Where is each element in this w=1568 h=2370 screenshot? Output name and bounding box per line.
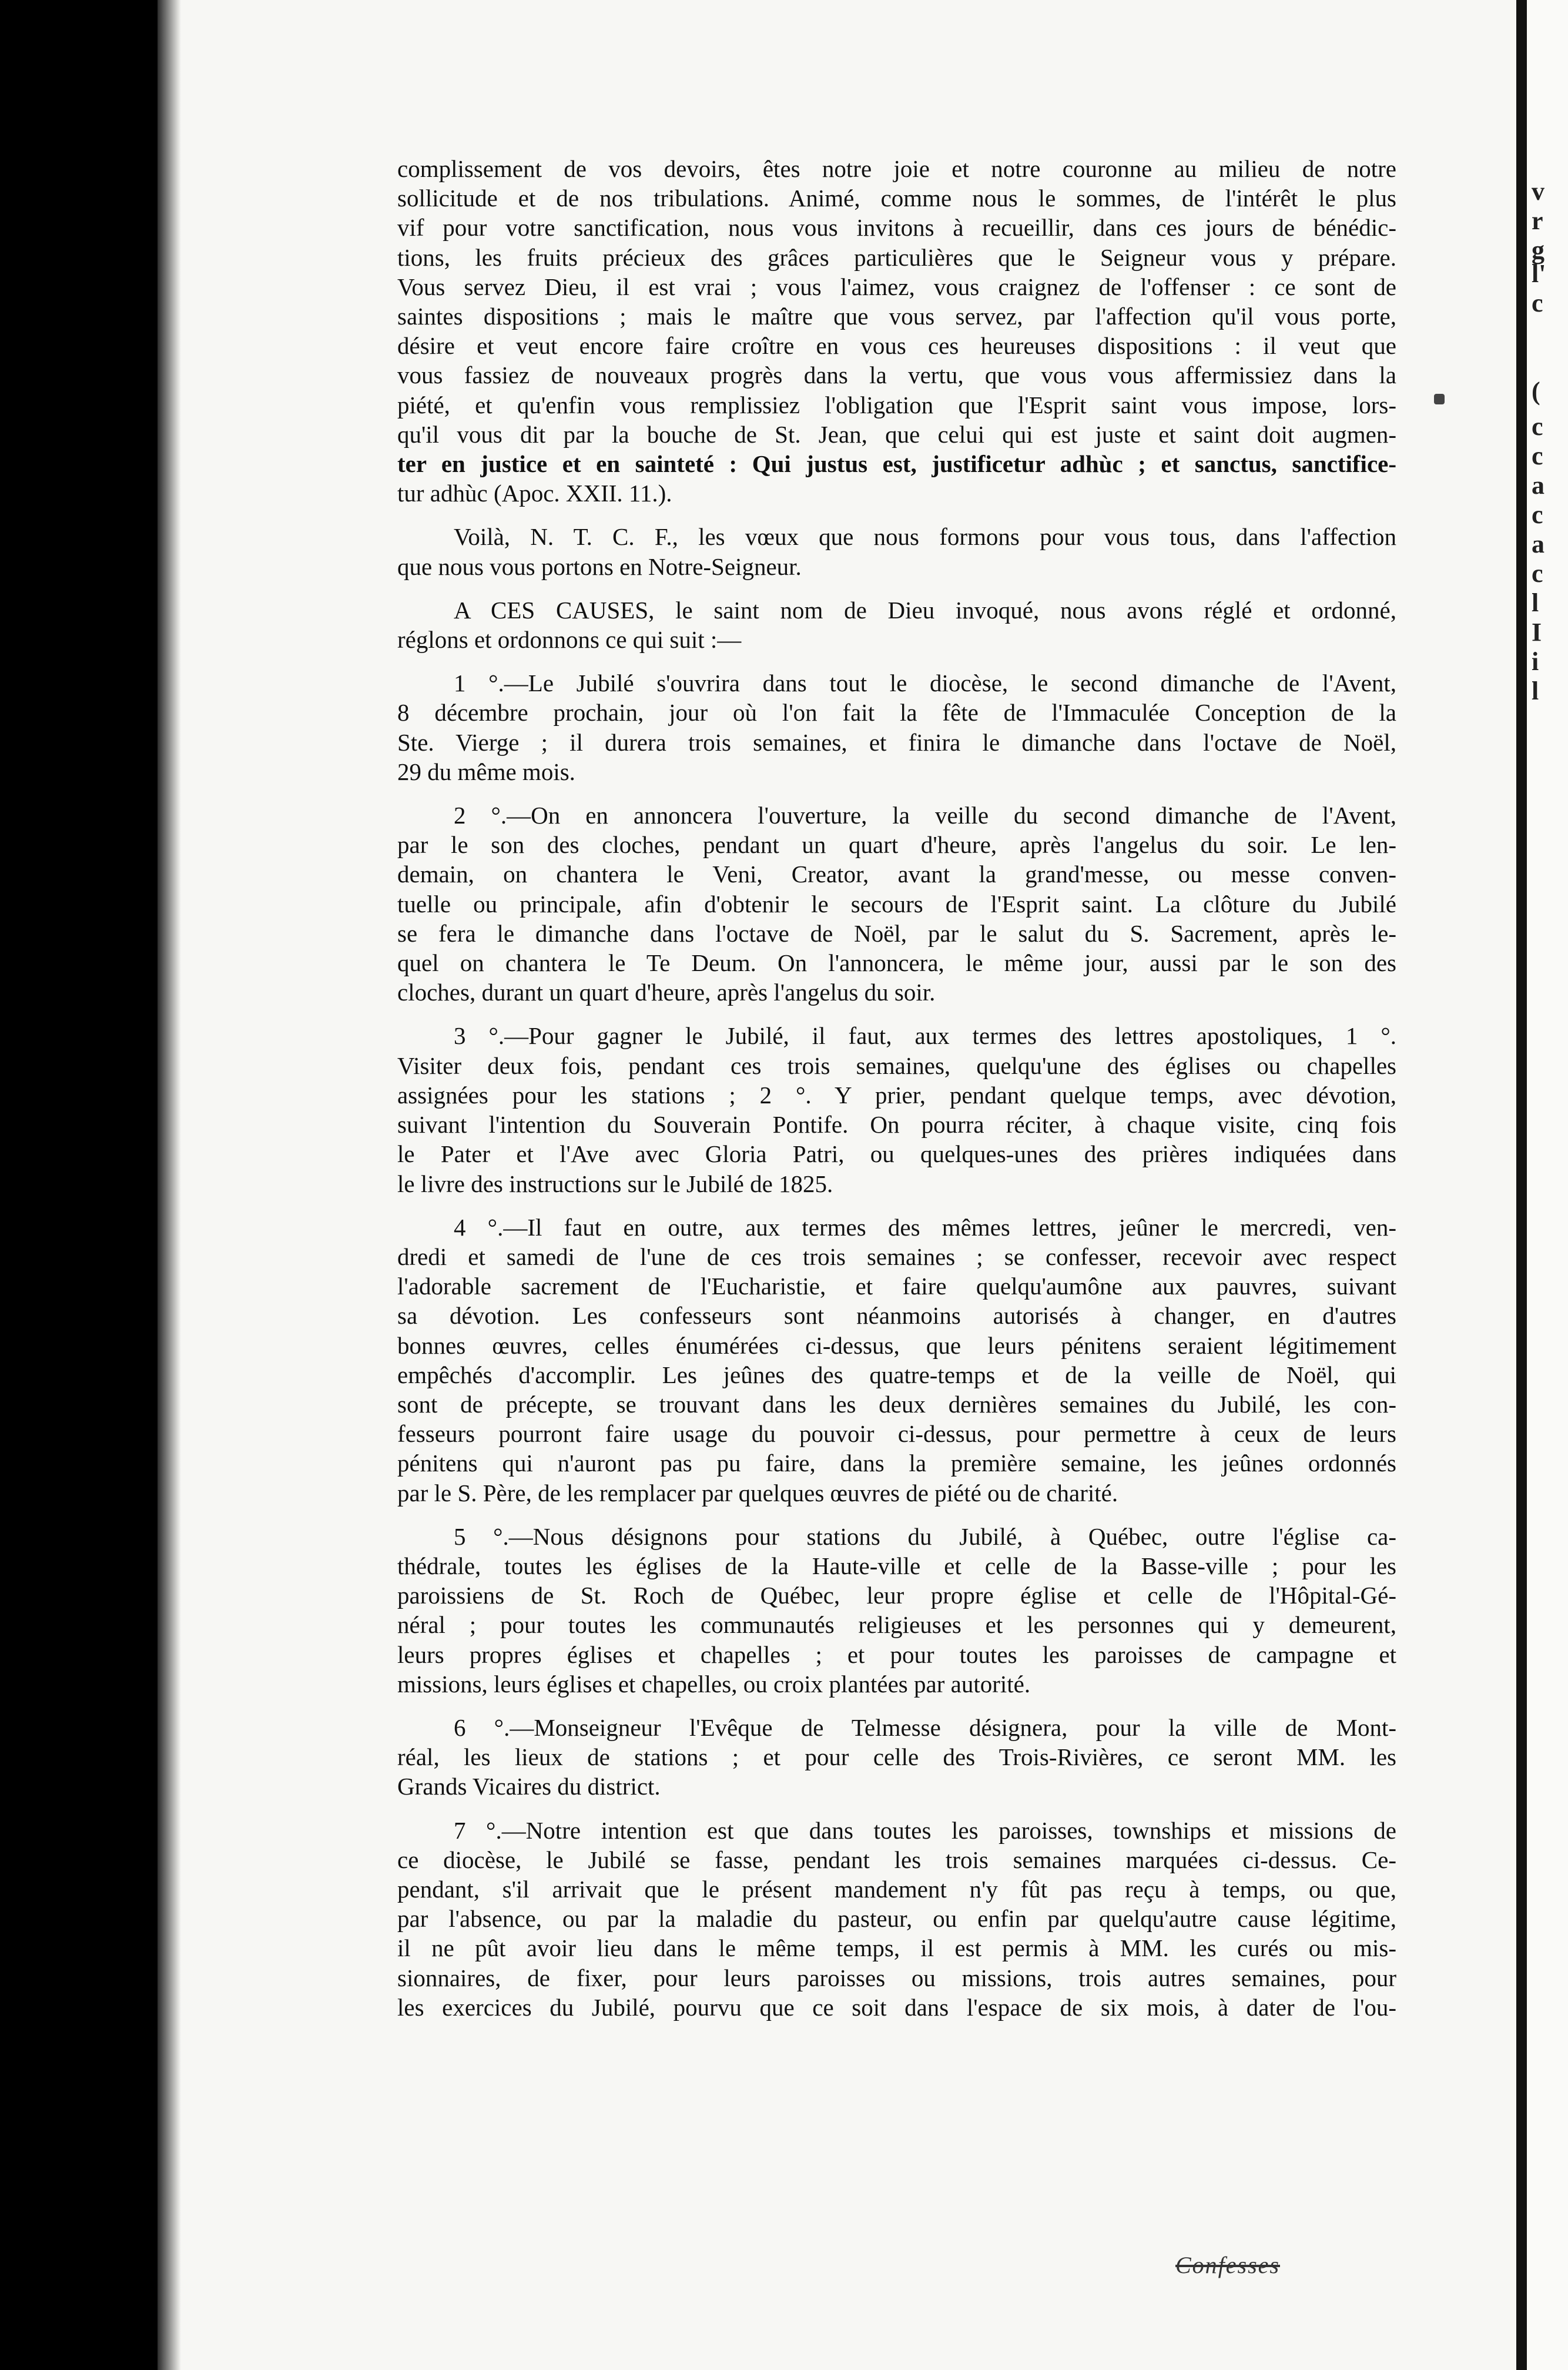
sliver-fragment: (	[1532, 377, 1540, 406]
text-line: les exercices du Jubilé, pourvu que ce soit dans l'espace de six mois, à dater de l'ou-	[397, 1993, 1396, 2021]
text-line: pénitens qui n'auront pas pu faire, dans la première semaine, les jeûnes ordonnés	[397, 1450, 1396, 1477]
page-gutter-shadow	[158, 0, 181, 2370]
scan-border-left	[0, 0, 159, 2370]
sliver-fragment: c	[1532, 441, 1543, 470]
text-line: réglons et ordonnons ce qui suit :—	[397, 626, 742, 654]
text-line: se fera le dimanche dans l'octave de Noël, par le salut du S. Sacrement, après le-	[397, 919, 1396, 947]
sliver-fragment: a	[1532, 530, 1544, 558]
sliver-fragment: I	[1532, 618, 1542, 647]
ink-spot	[1434, 394, 1445, 404]
article-2	[397, 801, 1396, 1007]
text-line: 2 °.—On en annoncera l'ouverture, la veille du second dimanche de l'Avent,	[454, 802, 1396, 829]
sliver-fragment: a	[1532, 471, 1544, 500]
text-line: assignées pour les stations ; 2 °. Y prier, pendant quelque temps, avec dévotion,	[397, 1081, 1396, 1109]
text-line: l'adorable sacrement de l'Eucharistie, et faire quelqu'aumône aux pauvres, suivant	[397, 1273, 1396, 1300]
article-6	[397, 1713, 1396, 1802]
text-line: 4 °.—Il faut en outre, aux termes des mêmes lettres, jeûner le mercredi, ven-	[454, 1213, 1396, 1241]
text-line: cloches, durant un quart d'heure, après l'angelus du soir.	[397, 979, 936, 1006]
sliver-fragment: c	[1532, 412, 1543, 441]
adjacent-page-sliver	[1527, 0, 1568, 2370]
paragraph-intro	[397, 154, 1396, 508]
text-line: le Pater et l'Ave avec Gloria Patri, ou quelques-unes des prières indiquées dans	[397, 1140, 1396, 1168]
sliver-fragment: l	[1532, 677, 1539, 705]
paragraph-voeux	[397, 522, 1396, 581]
text-line: 3 °.—Pour gagner le Jubilé, il faut, aux termes des lettres apostoliques, 1 °.	[454, 1022, 1396, 1050]
text-line: ce diocèse, le Jubilé se fasse, pendant les trois semaines marquées ci-dessus. Ce-	[397, 1846, 1396, 1873]
text-line: il ne pût avoir lieu dans le même temps, il est permis à MM. les curés ou mis-	[397, 1934, 1396, 1962]
text-line: complissement de vos devoirs, êtes notre joie et notre couronne au milieu de notre	[397, 155, 1396, 182]
text-line: 8 décembre prochain, jour où l'on fait la fête de l'Immaculée Conception de la	[397, 699, 1396, 727]
paragraph-a-ces-causes	[397, 595, 1396, 654]
text-line: missions, leurs églises et chapelles, ou croix plantées par autorité.	[397, 1670, 1031, 1698]
text-line: 7 °.—Notre intention est que dans toutes les paroisses, townships et missions de	[454, 1816, 1396, 1844]
document-body	[397, 154, 1396, 2036]
text-line: désire et veut encore faire croître en vous ces heureuses dispositions : il veut que	[397, 332, 1396, 360]
text-line: vif pour votre sanctification, nous vous invitons à recueillir, dans ces jours de bénédic-	[397, 214, 1396, 242]
sliver-fragment: i	[1532, 647, 1539, 676]
text-line: que nous vous portons en Notre-Seigneur.	[397, 553, 802, 580]
text-line: 5 °.—Nous désignons pour stations du Jubilé, à Québec, outre l'église ca-	[454, 1522, 1396, 1550]
sliver-fragment: c	[1532, 289, 1543, 317]
text-line: paroissiens de St. Roch de Québec, leur propre église et celle de l'Hôpital-Gé-	[397, 1582, 1396, 1609]
text-line: Ste. Vierge ; il durera trois semaines, et finira le dimanche dans l'octave de Noël,	[397, 728, 1396, 756]
text-line: par le S. Père, de les remplacer par quelques œuvres de piété ou de charité.	[397, 1479, 1118, 1507]
text-line: dredi et samedi de l'une de ces trois semaines ; se confesser, recevoir avec respect	[397, 1243, 1396, 1270]
text-line: leurs propres églises et chapelles ; et pour toutes les paroisses de campagne et	[397, 1641, 1396, 1668]
text-line: A CES CAUSES, le saint nom de Dieu invoqué, nous avons réglé et ordonné,	[454, 596, 1396, 624]
text-line: Vous servez Dieu, il est vrai ; vous l'aimez, vous craignez de l'offenser : ce sont de	[397, 273, 1396, 300]
text-line: suivant l'intention du Souverain Pontife. On pourra réciter, à chaque visite, cinq fois	[397, 1111, 1396, 1139]
text-line: vous fassiez de nouveaux progrès dans la vertu, que vous vous affermissiez dans la	[397, 361, 1396, 389]
text-line: fesseurs pourront faire usage du pouvoir ci-dessus, pour permettre à ceux de leurs	[397, 1420, 1396, 1448]
page-fold	[1516, 0, 1527, 2370]
article-3	[397, 1021, 1396, 1198]
text-line: 29 du même mois.	[397, 758, 575, 785]
text-line: par le son des cloches, pendant un quart d'heure, après l'angelus du soir. Le len-	[397, 831, 1396, 859]
text-line: Grands Vicaires du district.	[397, 1773, 661, 1800]
text-line: quel on chantera le Te Deum. On l'annoncera, le même jour, aussi par le son des	[397, 949, 1396, 977]
text-line: tuelle ou principale, afin d'obtenir le secours de l'Esprit saint. La clôture du Jubilé	[397, 890, 1396, 918]
article-7	[397, 1816, 1396, 2022]
text-line: tur adhùc (Apoc. XXII. 11.).	[397, 480, 672, 507]
text-line: 1 °.—Le Jubilé s'ouvrira dans tout le diocèse, le second dimanche de l'Avent,	[454, 670, 1396, 697]
text-line: demain, on chantera le Veni, Creator, avant la grand'messe, ou messe conven-	[397, 861, 1396, 888]
sliver-fragment: c	[1532, 559, 1543, 588]
text-line: bonnes œuvres, celles énumérées ci-dessus, que leurs pénitens seraient légitimement	[397, 1331, 1396, 1359]
text-line: saintes dispositions ; mais le maître que vous servez, par l'affection qu'il vous porte,	[397, 303, 1396, 330]
text-line: qu'il vous dit par la bouche de St. Jean, que celui qui est juste et saint doit augmen-	[397, 420, 1396, 448]
text-line-latin-quote: ter en justice et en sainteté : Qui justus est, justificetur adhùc ; et sanctus, sanctifice-	[397, 450, 1396, 478]
text-line: 6 °.—Monseigneur l'Evêque de Telmesse désignera, pour la ville de Mont-	[454, 1713, 1396, 1741]
text-line: tions, les fruits précieux des grâces particulières que le Seigneur vous y prépare.	[397, 243, 1396, 271]
text-line: sionnaires, de fixer, pour leurs paroisses ou missions, trois autres semaines, pour	[397, 1964, 1396, 1991]
text-line: réal, les lieux de stations ; et pour celle des Trois-Rivières, ce seront MM. les	[397, 1743, 1396, 1771]
text-line: par l'absence, ou par la maladie du pasteur, ou enfin par quelqu'autre cause légitime,	[397, 1905, 1396, 1933]
sliver-fragment: l'	[1532, 259, 1546, 288]
sliver-fragment: r	[1532, 206, 1543, 235]
text-line: pendant, s'il arrivait que le présent mandement n'y fût pas reçu à temps, ou que,	[397, 1875, 1396, 1903]
text-line: néral ; pour toutes les communautés religieuses et les personnes qui y demeurent,	[397, 1611, 1396, 1639]
article-1	[397, 668, 1396, 786]
sliver-fragment: l	[1532, 588, 1539, 617]
handwritten-note: Confesses	[1175, 2252, 1280, 2278]
sliver-fragment: c	[1532, 500, 1543, 529]
article-5	[397, 1522, 1396, 1699]
article-4	[397, 1213, 1396, 1508]
text-line: piété, et qu'enfin vous remplissiez l'obligation que l'Esprit saint vous impose, lors-	[397, 391, 1396, 419]
text-line: thédrale, toutes les églises de la Haute-ville et celle de la Basse-ville ; pour les	[397, 1552, 1396, 1579]
sliver-fragment: v	[1532, 177, 1544, 206]
sliver-fragment: g	[1532, 236, 1544, 265]
text-line: Voilà, N. T. C. F., les vœux que nous formons pour vous tous, dans l'affection	[454, 523, 1396, 551]
text-line: sa dévotion. Les confesseurs sont néanmoins autorisés à changer, en d'autres	[397, 1302, 1396, 1330]
text-line: sollicitude et de nos tribulations. Animé, comme nous le sommes, de l'intérêt le plus	[397, 185, 1396, 212]
text-line: Visiter deux fois, pendant ces trois semaines, quelqu'une des églises ou chapelles	[397, 1052, 1396, 1079]
text-line: le livre des instructions sur le Jubilé de 1825.	[397, 1170, 833, 1197]
text-line: empêchés d'accomplir. Les jeûnes des quatre-temps et de la veille de Noël, qui	[397, 1361, 1396, 1388]
text-line: sont de précepte, se trouvant dans les deux dernières semaines du Jubilé, les con-	[397, 1390, 1396, 1418]
